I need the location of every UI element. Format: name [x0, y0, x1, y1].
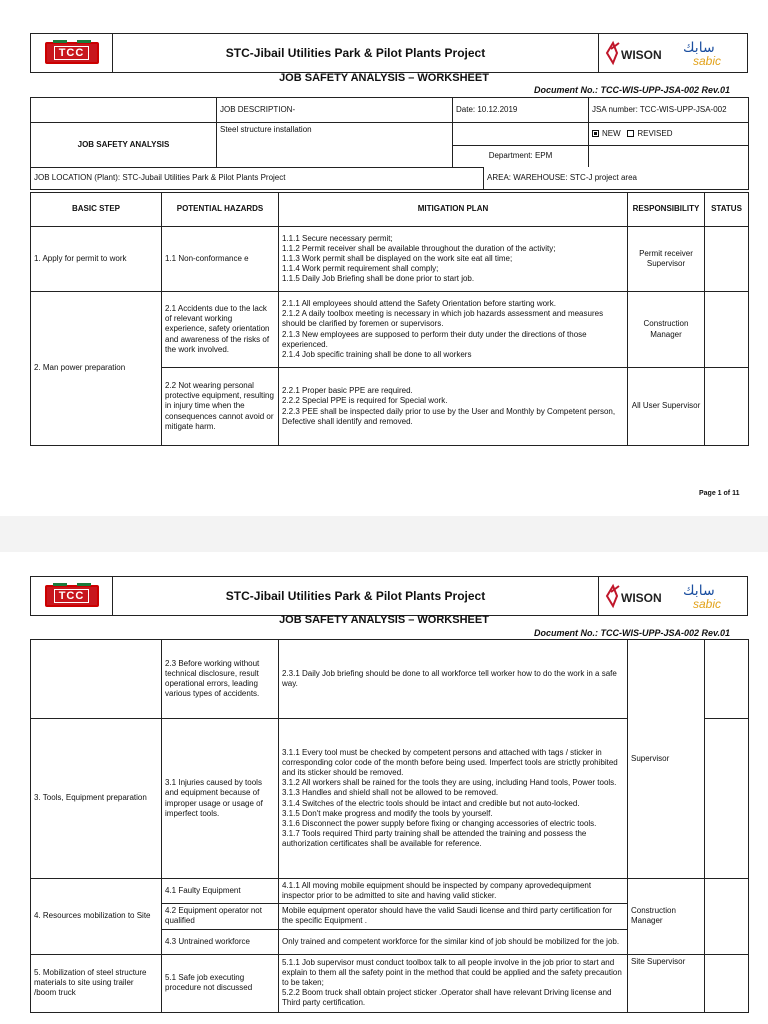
page-number: Page 1 of 11 [699, 490, 740, 497]
mitigation: Mobile equipment operator should have the valid Saudi license and third party certification for the specific Equipment . [279, 904, 628, 929]
basic-step: 3. Tools, Equipment preparation [31, 719, 162, 879]
sabic-logo [675, 580, 741, 612]
table-row [31, 879, 749, 904]
area-cell: AREA: WAREHOUSE: STC-J project area [483, 167, 748, 189]
responsibility: Supervisor [628, 640, 705, 879]
basic-step: 2. Man power preparation [31, 292, 162, 446]
revised-label: REVISED [637, 128, 673, 138]
basic-step: 4. Resources mobilization to Site [31, 879, 162, 955]
wison-logo [603, 582, 667, 610]
svg-text:sabic: sabic [693, 597, 722, 611]
project-title: STC-Jibail Utilities Park & Pilot Plants Project [113, 577, 599, 615]
hazard: 1.1 Non-conformance e [162, 227, 279, 292]
table-row [31, 954, 749, 1012]
basic-step: 5. Mobilization of steel structure materials to site using trailer /boom truck [31, 954, 162, 1012]
job-date: Date: 10.12.2019 [453, 98, 589, 123]
tcc-logo: TCC [31, 34, 113, 72]
mitigation: 3.1.1 Every tool must be checked by competent persons and attached with tags / sticker in corresponding color code of the month before being used. Imperfect tools are strictly prohibited and its sticker should be removed. 3.1.2 All workers shall be rained for the tools they are using, including Hand tools, Power tools. 3.1.3 Handles and shield shall not be allowed to be removed. 3.1.4 Switches of the electric tools should be intact and credible but not auto-locked. 3.1.5 Don't make progress and modify the tools by yourself. 3.1.6 Disconnect the power supply before fixing or changing accessories of electric tools. 3.1.7 Tools required Third party training shall be attended the training and possess the authorization certificates shall be available for reference. [279, 719, 628, 879]
hazard-table-page2 [30, 639, 749, 1013]
document-number: Document No.: TCC-WIS-UPP-JSA-002 Rev.01 [534, 628, 731, 638]
responsibility: Construction Manager [628, 292, 705, 368]
document-page-2 [0, 552, 768, 1024]
sabic-logo [675, 37, 741, 69]
mitigation: 1.1.1 Secure necessary permit; 1.1.2 Permit receiver shall be available throughout the duration of the activity; 1.1.3 Work permit shall be displayed on the work site eat all time; 1.1.4 Work permit requirement shall comply; 1.1.5 Daily Job Briefing shall be done prior to start job. [279, 227, 628, 292]
basic-step: 1. Apply for permit to work [31, 227, 162, 292]
svg-text:سابك: سابك [683, 583, 715, 599]
table-row [31, 292, 749, 368]
responsibility: Construction Manager [628, 879, 705, 955]
mitigation: 2.1.1 All employees should attend the Safety Orientation before starting work. 2.1.2 A daily toolbox meeting is necessary in which job hazards assessment and measures should be clarified by foremen or supervisors. 2.1.3 New employees are supposed to perform their duty under the directions of those experienced. 2.1.4 Job specific training shall be done to all workers [279, 292, 628, 368]
mitigation: 4.1.1 All moving mobile equipment should be inspected by company aprovedequipment inspector prior to be admitted to site and having valid sticker. [279, 879, 628, 904]
col-mitigation-plan: MITIGATION PLAN [279, 193, 628, 227]
svg-text:WISON: WISON [621, 48, 662, 62]
page-header [30, 33, 748, 73]
job-location: JOB LOCATION (Plant): STC-Jubail Utilities Park & Pilot Plants Project [31, 168, 589, 190]
tcc-logo: TCC [31, 577, 113, 615]
responsibility: Permit receiver Supervisor [628, 227, 705, 292]
table-row [31, 227, 749, 292]
col-basic-step: BASIC STEP [31, 193, 162, 227]
worksheet-title: JOB SAFETY ANALYSIS – WORKSHEET [279, 614, 489, 626]
jsa-label: JOB SAFETY ANALYSIS [31, 123, 217, 168]
mitigation: 2.3.1 Daily Job briefing should be done to all workforce tell worker how to do the work in a safe way. [279, 640, 628, 719]
table-row [31, 640, 749, 719]
hazard-table-page1 [30, 192, 749, 446]
hazard: 5.1 Safe job executing procedure not discussed [162, 954, 279, 1012]
document-number: Document No.: TCC-WIS-UPP-JSA-002 Rev.01 [534, 85, 731, 95]
page-header [30, 576, 748, 616]
mitigation: Only trained and competent workforce for the similar kind of job should be mobilized for the job. [279, 929, 628, 954]
jsa-number: JSA number: TCC-WIS-UPP-JSA-002 [589, 98, 749, 123]
svg-text:WISON: WISON [621, 591, 662, 605]
partner-logos [599, 577, 747, 615]
wison-logo [603, 39, 667, 67]
hazard: 4.3 Untrained workforce [162, 929, 279, 954]
hazard: 4.2 Equipment operator not qualified [162, 904, 279, 929]
svg-text:sabic: sabic [693, 54, 722, 68]
job-description-label: JOB DESCRIPTION- [217, 98, 453, 123]
hazard: 4.1 Faulty Equipment [162, 879, 279, 904]
mitigation: 2.2.1 Proper basic PPE are required. 2.2.2 Special PPE is required for Special work. 2.2.3 PEE shall be inspected daily prior to use by the User and Monthly by Competent person, Defective shall identify and removed. [279, 368, 628, 446]
new-label: NEW [602, 128, 621, 138]
hazard: 3.1 Injuries caused by tools and equipment because of improper usage or usage of imperfect tools. [162, 719, 279, 879]
col-status: STATUS [705, 193, 749, 227]
mitigation: 5.1.1 Job supervisor must conduct toolbox talk to all people involve in the job prior to start and explain to them all the safety point in the method that could be applied and the safety precaution to be taken; 5.2.2 Boom truck shall obtain project sticker .Operator shall have relevant Driving license and Third party certification. [279, 954, 628, 1012]
job-description: Steel structure installation [217, 123, 453, 168]
department: Department: EPM [453, 146, 589, 168]
responsibility: Site Supervisor [628, 954, 705, 1012]
responsibility: All User Supervisor [628, 368, 705, 446]
project-title: STC-Jibail Utilities Park & Pilot Plants Project [113, 34, 599, 72]
col-potential-hazards: POTENTIAL HAZARDS [162, 193, 279, 227]
hazard: 2.2 Not wearing personal protective equipment, resulting in injury time when the consequences cannot avoid or mitigate harm. [162, 368, 279, 446]
svg-text:سابك: سابك [683, 40, 715, 56]
hazard: 2.3 Before working without technical disclosure, result operational errors, leading various types of accidents. [162, 640, 279, 719]
new-checkbox [592, 130, 599, 137]
worksheet-title: JOB SAFETY ANALYSIS – WORKSHEET [279, 72, 489, 84]
col-responsibility: RESPONSIBILITY [628, 193, 705, 227]
revised-checkbox [627, 130, 634, 137]
partner-logos [599, 34, 747, 72]
hazard: 2.1 Accidents due to the lack of relevant working experience, safety orientation and awareness of the risks of the work involved. [162, 292, 279, 368]
revision-status [589, 123, 749, 146]
